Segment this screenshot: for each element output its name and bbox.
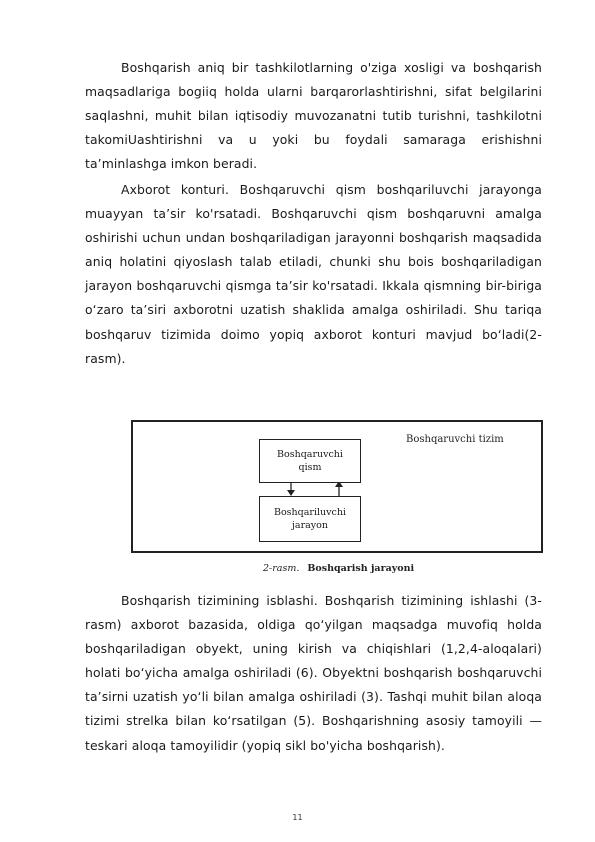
control-part-box xyxy=(259,439,361,483)
paragraph-intro xyxy=(85,56,542,176)
figure-caption-title: Boshqarish jarayoni xyxy=(307,563,415,574)
control-part-label-line2: qism xyxy=(298,462,322,473)
figure-caption xyxy=(263,563,414,574)
control-part-label-line1: Boshqaruvchi xyxy=(277,449,343,460)
figure-caption-number: 2-rasm. xyxy=(263,563,300,574)
paragraph-information-contour-text: Axborot konturi. Boshqaruvchi qism boshqariluvchi jarayonga muayyan ta’sir ko'rsatadi. Boshqaruvchi qism boshqaruvni amalga oshirishi uchun undan boshqariladigan jarayonni boshqarish maqsadida aniq holatini qiyoslash talab etiladi, chunki shu bois boshqariladigan jarayon boshqaruvchi qismga ta’sir ko'rsatadi. Ikkala qismning bir-biriga o‘zaro ta’siri axborotni uzatish shaklida amalga oshiriladi. Shu tariqa boshqaruv tizimida doimo yopiq axborot konturi mavjud bo‘ladi(2-rasm). xyxy=(85,182,542,366)
controlled-process-label-line1: Boshqariluvchi xyxy=(273,507,347,518)
controlled-process-label-line2: jarayon xyxy=(291,520,329,531)
system-label: Boshqaruvchi tizim xyxy=(406,434,504,445)
figure-management-process xyxy=(131,420,543,553)
paragraph-information-contour xyxy=(85,178,542,371)
page-number: 11 xyxy=(292,813,303,822)
paragraph-intro-text: Boshqarish aniq bir tashkilotlarning o'ziga xosligi va boshqarish maqsadlariga bogiiq holda ularni barqarorlashtirishni, sifat belgilarini saqlashni, muhit bilan iqtisodiy muvozanatni tutib turishni, tashkilotni takomiUashtirishni va u yoki bu foydali samaraga erishishni ta’minlashga imkon beradi. xyxy=(85,60,542,172)
controlled-process-box xyxy=(259,496,361,542)
paragraph-system-operation xyxy=(85,589,542,758)
paragraph-system-operation-text: Boshqarish tizimining isblashi. Boshqarish tizimining ishlashi (3-rasm) axborot bazasida, oldiga qo‘yilgan maqsadga muvofiq holda boshqariladigan obyekt, uning kirish va chiqishlari (1,2,4-aloqalari) holati bo‘yicha amalga oshiriladi (6). Obyektni boshqarish boshqaruvchi ta’sirni uzatish yo‘li bilan amalga oshiriladi (3). Tashqi muhit bilan aloqa tizimi strelka bilan ko‘rsatilgan (5). Boshqarishning asosiy tamoyili — teskari aloqa tamoyilidir (yopiq sikl bo'yicha boshqarish). xyxy=(85,593,542,753)
